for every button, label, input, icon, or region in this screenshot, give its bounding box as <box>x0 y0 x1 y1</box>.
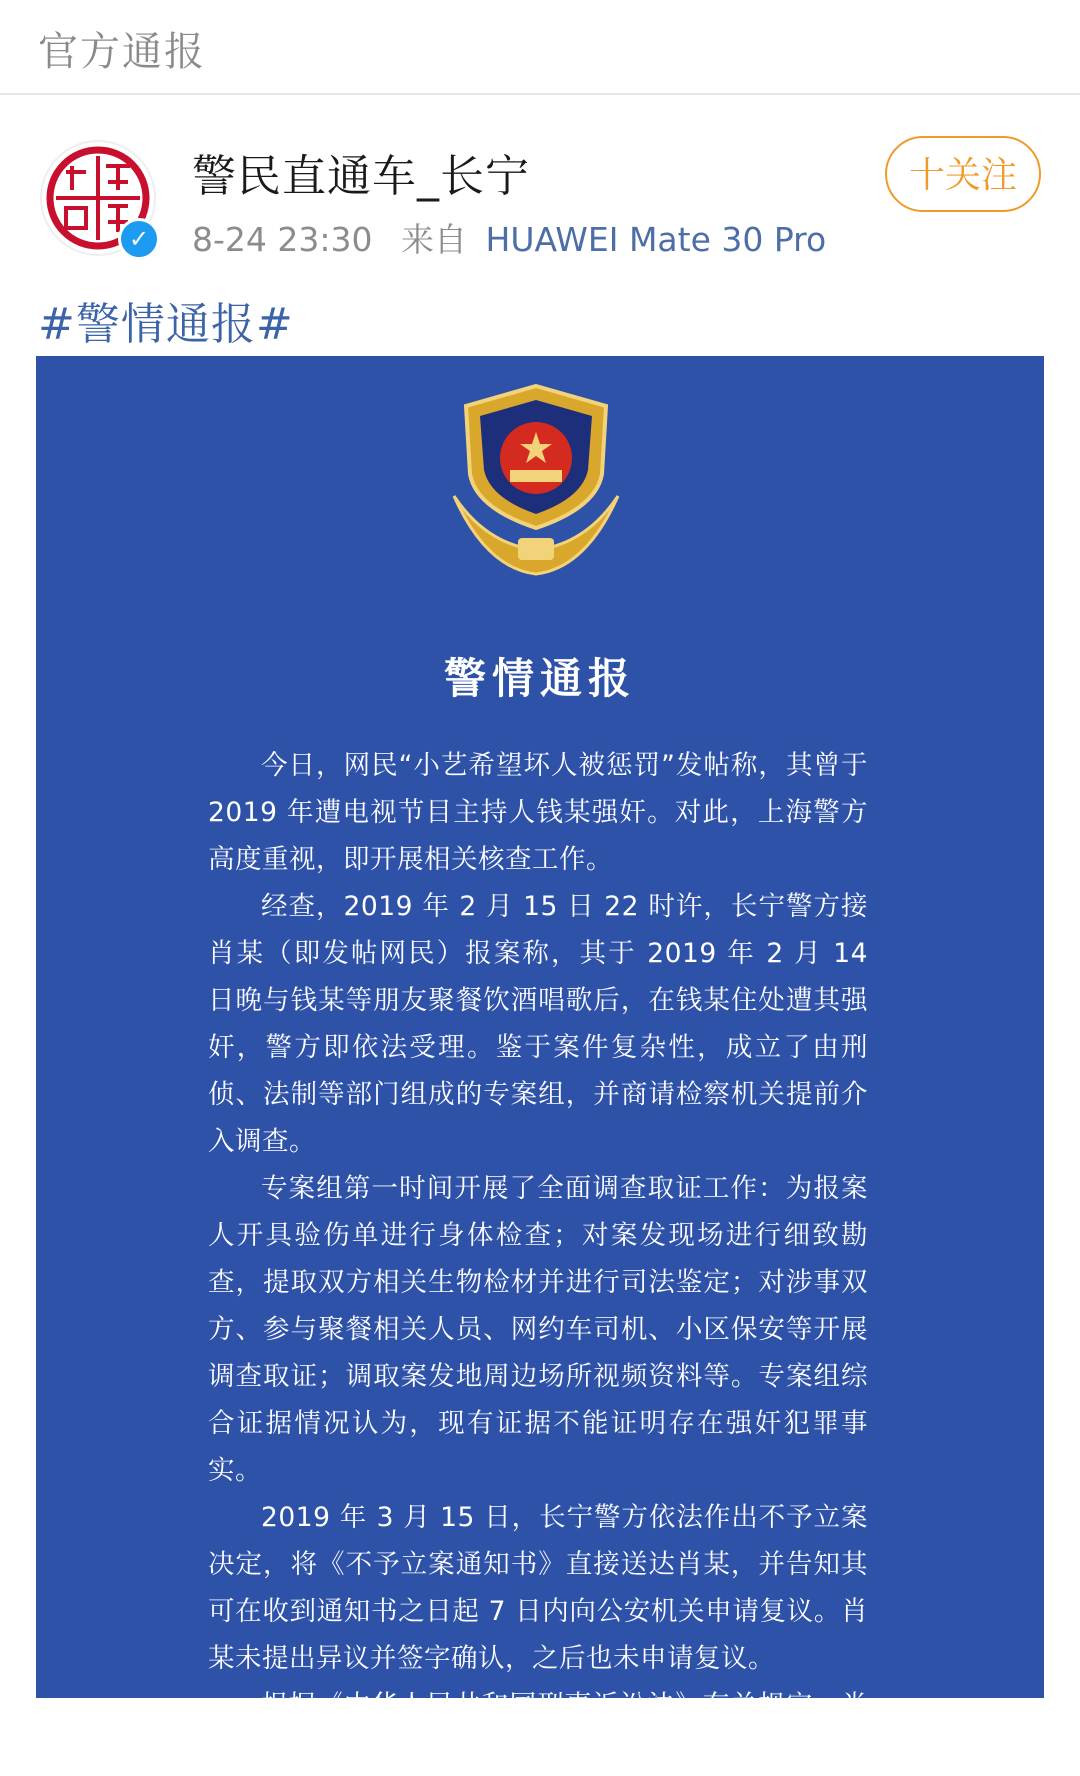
paragraph: 专案组第一时间开展了全面调查取证工作：为报案人开具验伤单进行身体检查；对案发现场进行细致勘查，提取双方相关生物检材并进行司法鉴定；对涉事双方、参与聚餐相关人员、网约车司机、小区保安等开展调查取证；调取案发地周边场所视频资料等。专案组综合证据情况认为，现有证据不能证明存在强奸犯罪事实。 <box>208 1173 868 1486</box>
police-emblem-icon <box>436 378 636 578</box>
hashtag-link[interactable]: #警情通报# <box>38 299 294 350</box>
paragraph: 2019 年 3 月 15 日，长宁警方依法作出不予立案决定，将《不予立案通知书》直接送达肖某，并告知其可在收到通知书之日起 7 日内向公安机关申请复议。肖某未提出异议并签字确认，之后也未申请复议。 <box>208 1502 868 1674</box>
timestamp: 8-24 23:30 <box>192 220 373 259</box>
paragraph: 经查，2019 年 2 月 15 日 22 时许，长宁警方接肖某（即发帖网民）报案称，其于 2019 年 2 月 14 日晚与钱某等朋友聚餐饮酒唱歌后，在钱某住处遭其强奸，警方即依法受理。鉴于案件复杂性，成立了由刑侦、法制等部门组成的专案组，并商请检察机关提前介入调查。 <box>208 891 868 1157</box>
device-link[interactable]: HUAWEI Mate 30 Pro <box>485 220 827 259</box>
source-prefix: 来自 <box>401 220 467 259</box>
post-image[interactable] <box>36 356 1044 1768</box>
top-bar <box>0 0 1080 95</box>
paragraph: 今日，网民“小艺希望坏人被惩罚”发帖称，其曾于 2019 年遭电视节目主持人钱某强奸。对此，上海警方高度重视，即开展相关核查工作。 <box>208 750 868 875</box>
username[interactable]: 警民直通车_长宁 <box>192 151 530 202</box>
poster-body <box>208 742 868 1776</box>
poster-title: 警情通报 <box>443 654 636 703</box>
page-title: 官方通报 <box>38 29 206 75</box>
follow-button[interactable]: 十关注 <box>885 136 1041 212</box>
paragraph: 根据《中华人民共和国刑事诉讼法》有关规定，肖某如有其它新增涉案证据，可向警方提供，警方将依法 <box>208 1690 868 1768</box>
post-meta <box>192 214 826 261</box>
verified-icon: ✓ <box>118 218 160 260</box>
